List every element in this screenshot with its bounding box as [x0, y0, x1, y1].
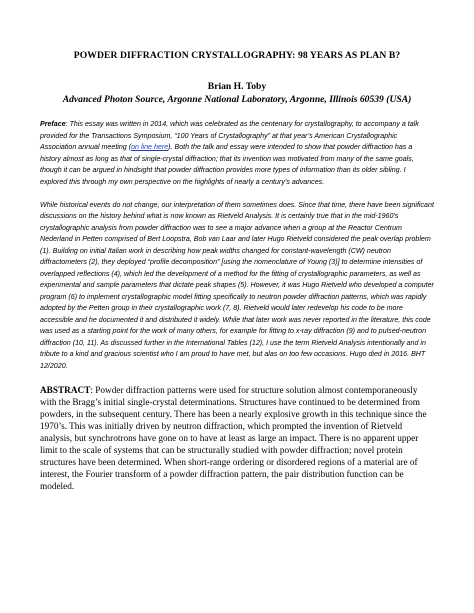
abstract-text: : Powder diffraction patterns were used for structure solution almost contemporaneously with the Bragg’s initial single-crystal determinations. Structures have continued to be determined from powders, in the subsequent century. There has been a nearly explosive growth in this technique since the 1970’s. This was initially driven by neutron diffraction, which prompted the invention of Rietveld analysis, but synchrotrons have gone on to have at least as large an impact. There is no apparent upper limit to the scale of systems that can be structurally studied with powder diffraction; novel protein structures have been determined. When short-range ordering or disordered regions of a material are of interest, the Fourier transform of a powder diffraction pattern, the pair distribution function can be modeled. [40, 386, 427, 493]
author-affiliation: Advanced Photon Source, Argonne National Laboratory, Argonne, Illinois 60539 (USA) [62, 94, 412, 105]
history-paragraph: While historical events do not change, our interpretation of them sometimes does. Since that time, there have been significant discussions on the history behind what is now known as Rietveld Analysis. It is certainly true that in the mid-1960’s crystallographic analysis from powder diffraction was to see a major advance when a group at the Reactor Centrum Nederland in Petten comprised of Bert Loopstra, Bob van Laar and later Hugo Rietveld considered the peak overlap problem (1). Building on initial Italian work in describing how peak widths changed for constant-wavelength (CW) neutron diffractometers (2), they deployed “profile decomposition” [using the nomenclature of Young (3)] to determine intensities of overlapped reflections (4), which led the development of a method for the fitting of crystallographic parameters, as well as experimental and sample parameters that dictate peak shapes (5). However, it was Hugo Rietveld who developed a computer program (6) to implement crystallographic model fitting specifically to neutron powder diffraction patterns, which was rapidly adopted by the Petten group in their crystallographic work (7, 8). Rietveld would later redevelop his code to be more accessible and he documented it and distributed it widely. While that later work was never reported in the literature, this code was used as a starting point for the work of many others, for example for fitting to x-ray diffraction (9) and to pulsed-neutron diffraction (10, 11). As discussed further in the International Tables (12), I use the term Rietveld Analysis intentionally and in tribute to a kind and gracious scientist who I am proud to have met, but alas on too few occasions. Hugo died in 2016. BHT 12/2020. [40, 200, 434, 370]
abstract-lead: ABSTRACT [40, 386, 91, 396]
preface-lead: Preface [40, 120, 66, 128]
abstract-paragraph [40, 385, 434, 493]
preface-online-link[interactable]: on line here [131, 143, 169, 151]
preface-text-after-link: ). Both the talk and essay were intended to show that powder diffraction has a history almost as long as that of single-crystal diffraction; that its invention was motivated from many of the same goals, though it can be argued in hindsight that powder diffraction provides more types of information than its older sibling. I explored this through my own perspective on the highlights of nearly a century’s advances. [40, 143, 414, 186]
preface-text-before-link: : This essay was written in 2014, which was celebrated as the centenary for crystallography, to accompany a talk provided for the Transactions Symposium, “100 Years of Crystallography” at that year’s American Crystallographic Association annual meeting ( [40, 120, 419, 151]
paper-title: POWDER DIFFRACTION CRYSTALLOGRAPHY: 98 YEARS AS PLAN B? [73, 50, 401, 61]
preface-paragraph [40, 119, 434, 188]
author-name: Brian H. Toby [207, 81, 267, 92]
